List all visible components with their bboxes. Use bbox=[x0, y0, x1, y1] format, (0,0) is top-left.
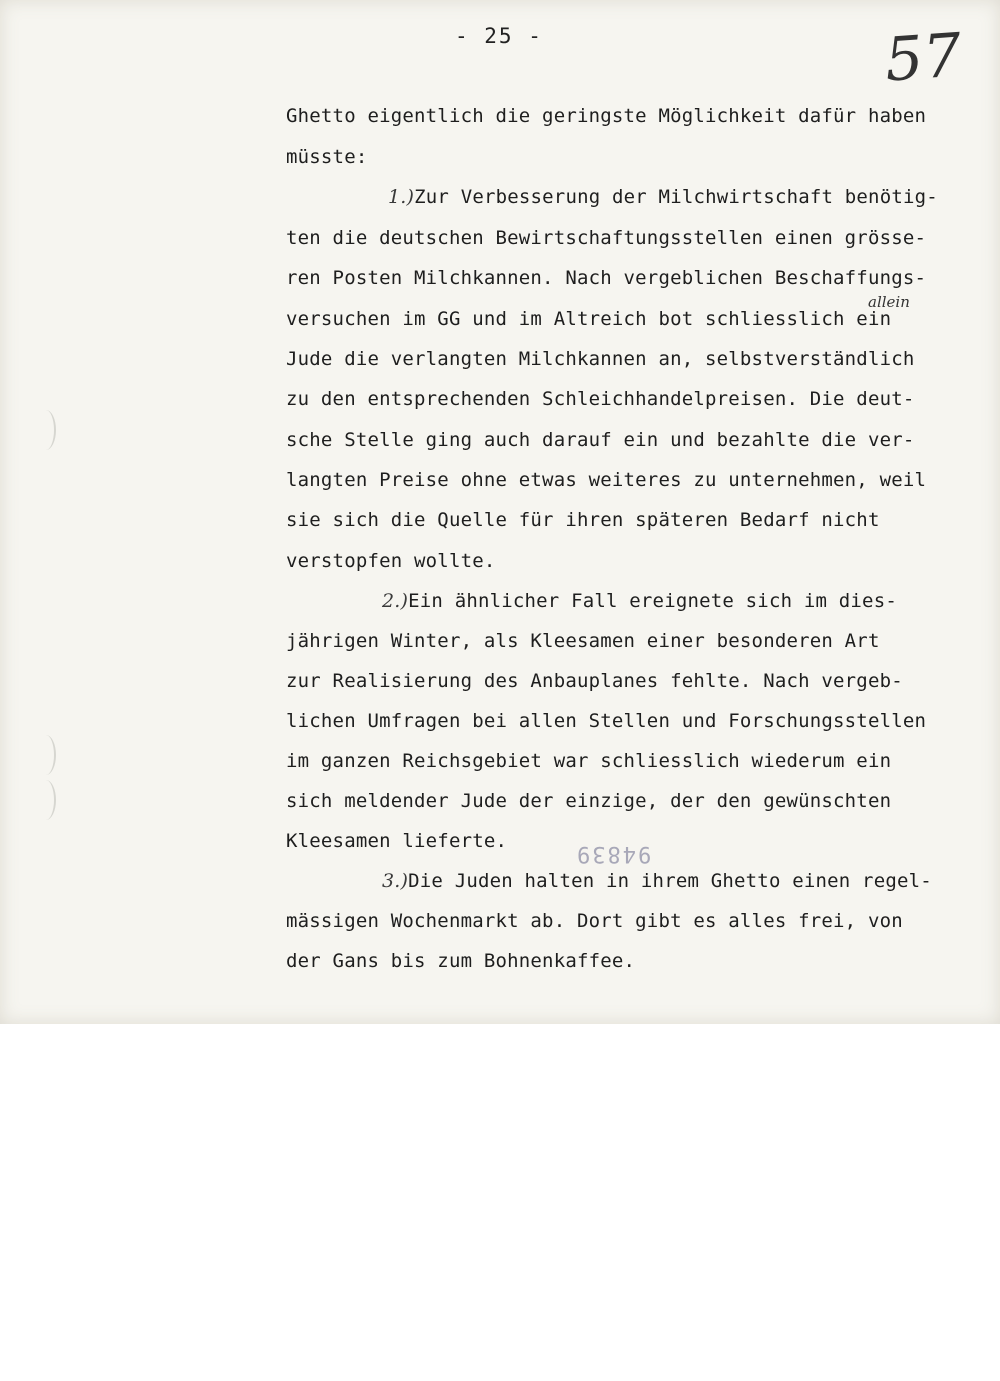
punch-hole bbox=[36, 410, 56, 450]
text-line: zur Realisierung des Anbauplanes fehlte. Nach vergeb- bbox=[286, 670, 903, 692]
page-number: - 25 - bbox=[455, 24, 543, 48]
text-line: im ganzen Reichsgebiet war schliesslich wiederum ein bbox=[286, 750, 892, 772]
text-line: lichen Umfragen bei allen Stellen und Forschungsstellen bbox=[286, 710, 927, 732]
text-line: sie sich die Quelle für ihren späteren Bedarf nicht bbox=[286, 509, 880, 531]
text-line-content: Ein ähnlicher Fall ereignete sich im dies- bbox=[408, 590, 897, 612]
text-line-content: Zur Verbesserung der Milchwirtschaft benötig- bbox=[414, 186, 938, 208]
text-line: zu den entsprechenden Schleichhandelpreisen. Die deut- bbox=[286, 388, 915, 410]
handwritten-insert: allein bbox=[868, 293, 910, 311]
text-line: verstopfen wollte. bbox=[286, 550, 496, 572]
text-line: sich meldender Jude der einzige, der den gewünschten bbox=[286, 790, 892, 812]
folio-number: 57 bbox=[882, 20, 964, 96]
text-line: ren Posten Milchkannen. Nach vergeblichen Beschaffungs- bbox=[286, 267, 927, 289]
text-line: jährigen Winter, als Kleesamen einer besonderen Art bbox=[286, 630, 880, 652]
text-line bbox=[388, 186, 938, 208]
text-line: sche Stelle ging auch darauf ein und bezahlte die ver- bbox=[286, 429, 915, 451]
item-number: 3.) bbox=[382, 870, 409, 892]
text-line: müsste: bbox=[286, 146, 368, 168]
text-line: Jude die verlangten Milchkannen an, selbstverständlich bbox=[286, 348, 915, 370]
text-line-content: Die Juden halten in ihrem Ghetto einen regel- bbox=[408, 870, 932, 892]
text-line: mässigen Wochenmarkt ab. Dort gibt es alles frei, von bbox=[286, 910, 903, 932]
punch-hole bbox=[36, 780, 56, 820]
text-line bbox=[382, 870, 932, 892]
text-line: Ghetto eigentlich die geringste Möglichkeit dafür haben bbox=[286, 105, 927, 127]
text-line: Kleesamen lieferte. bbox=[286, 830, 508, 852]
punch-hole bbox=[36, 735, 56, 775]
text-line: ten die deutschen Bewirtschaftungsstellen einen grösse- bbox=[286, 227, 927, 249]
item-number: 1.) bbox=[388, 186, 415, 208]
text-line: versuchen im GG und im Altreich bot schliesslich ein bbox=[286, 308, 892, 330]
blank-area bbox=[0, 1024, 1000, 1381]
text-line bbox=[382, 590, 897, 612]
text-line: langten Preise ohne etwas weiteres zu unternehmen, weil bbox=[286, 469, 927, 491]
faint-stamp-number: 94839 bbox=[575, 841, 652, 866]
text-line: der Gans bis zum Bohnenkaffee. bbox=[286, 950, 636, 972]
item-number: 2.) bbox=[382, 590, 409, 612]
